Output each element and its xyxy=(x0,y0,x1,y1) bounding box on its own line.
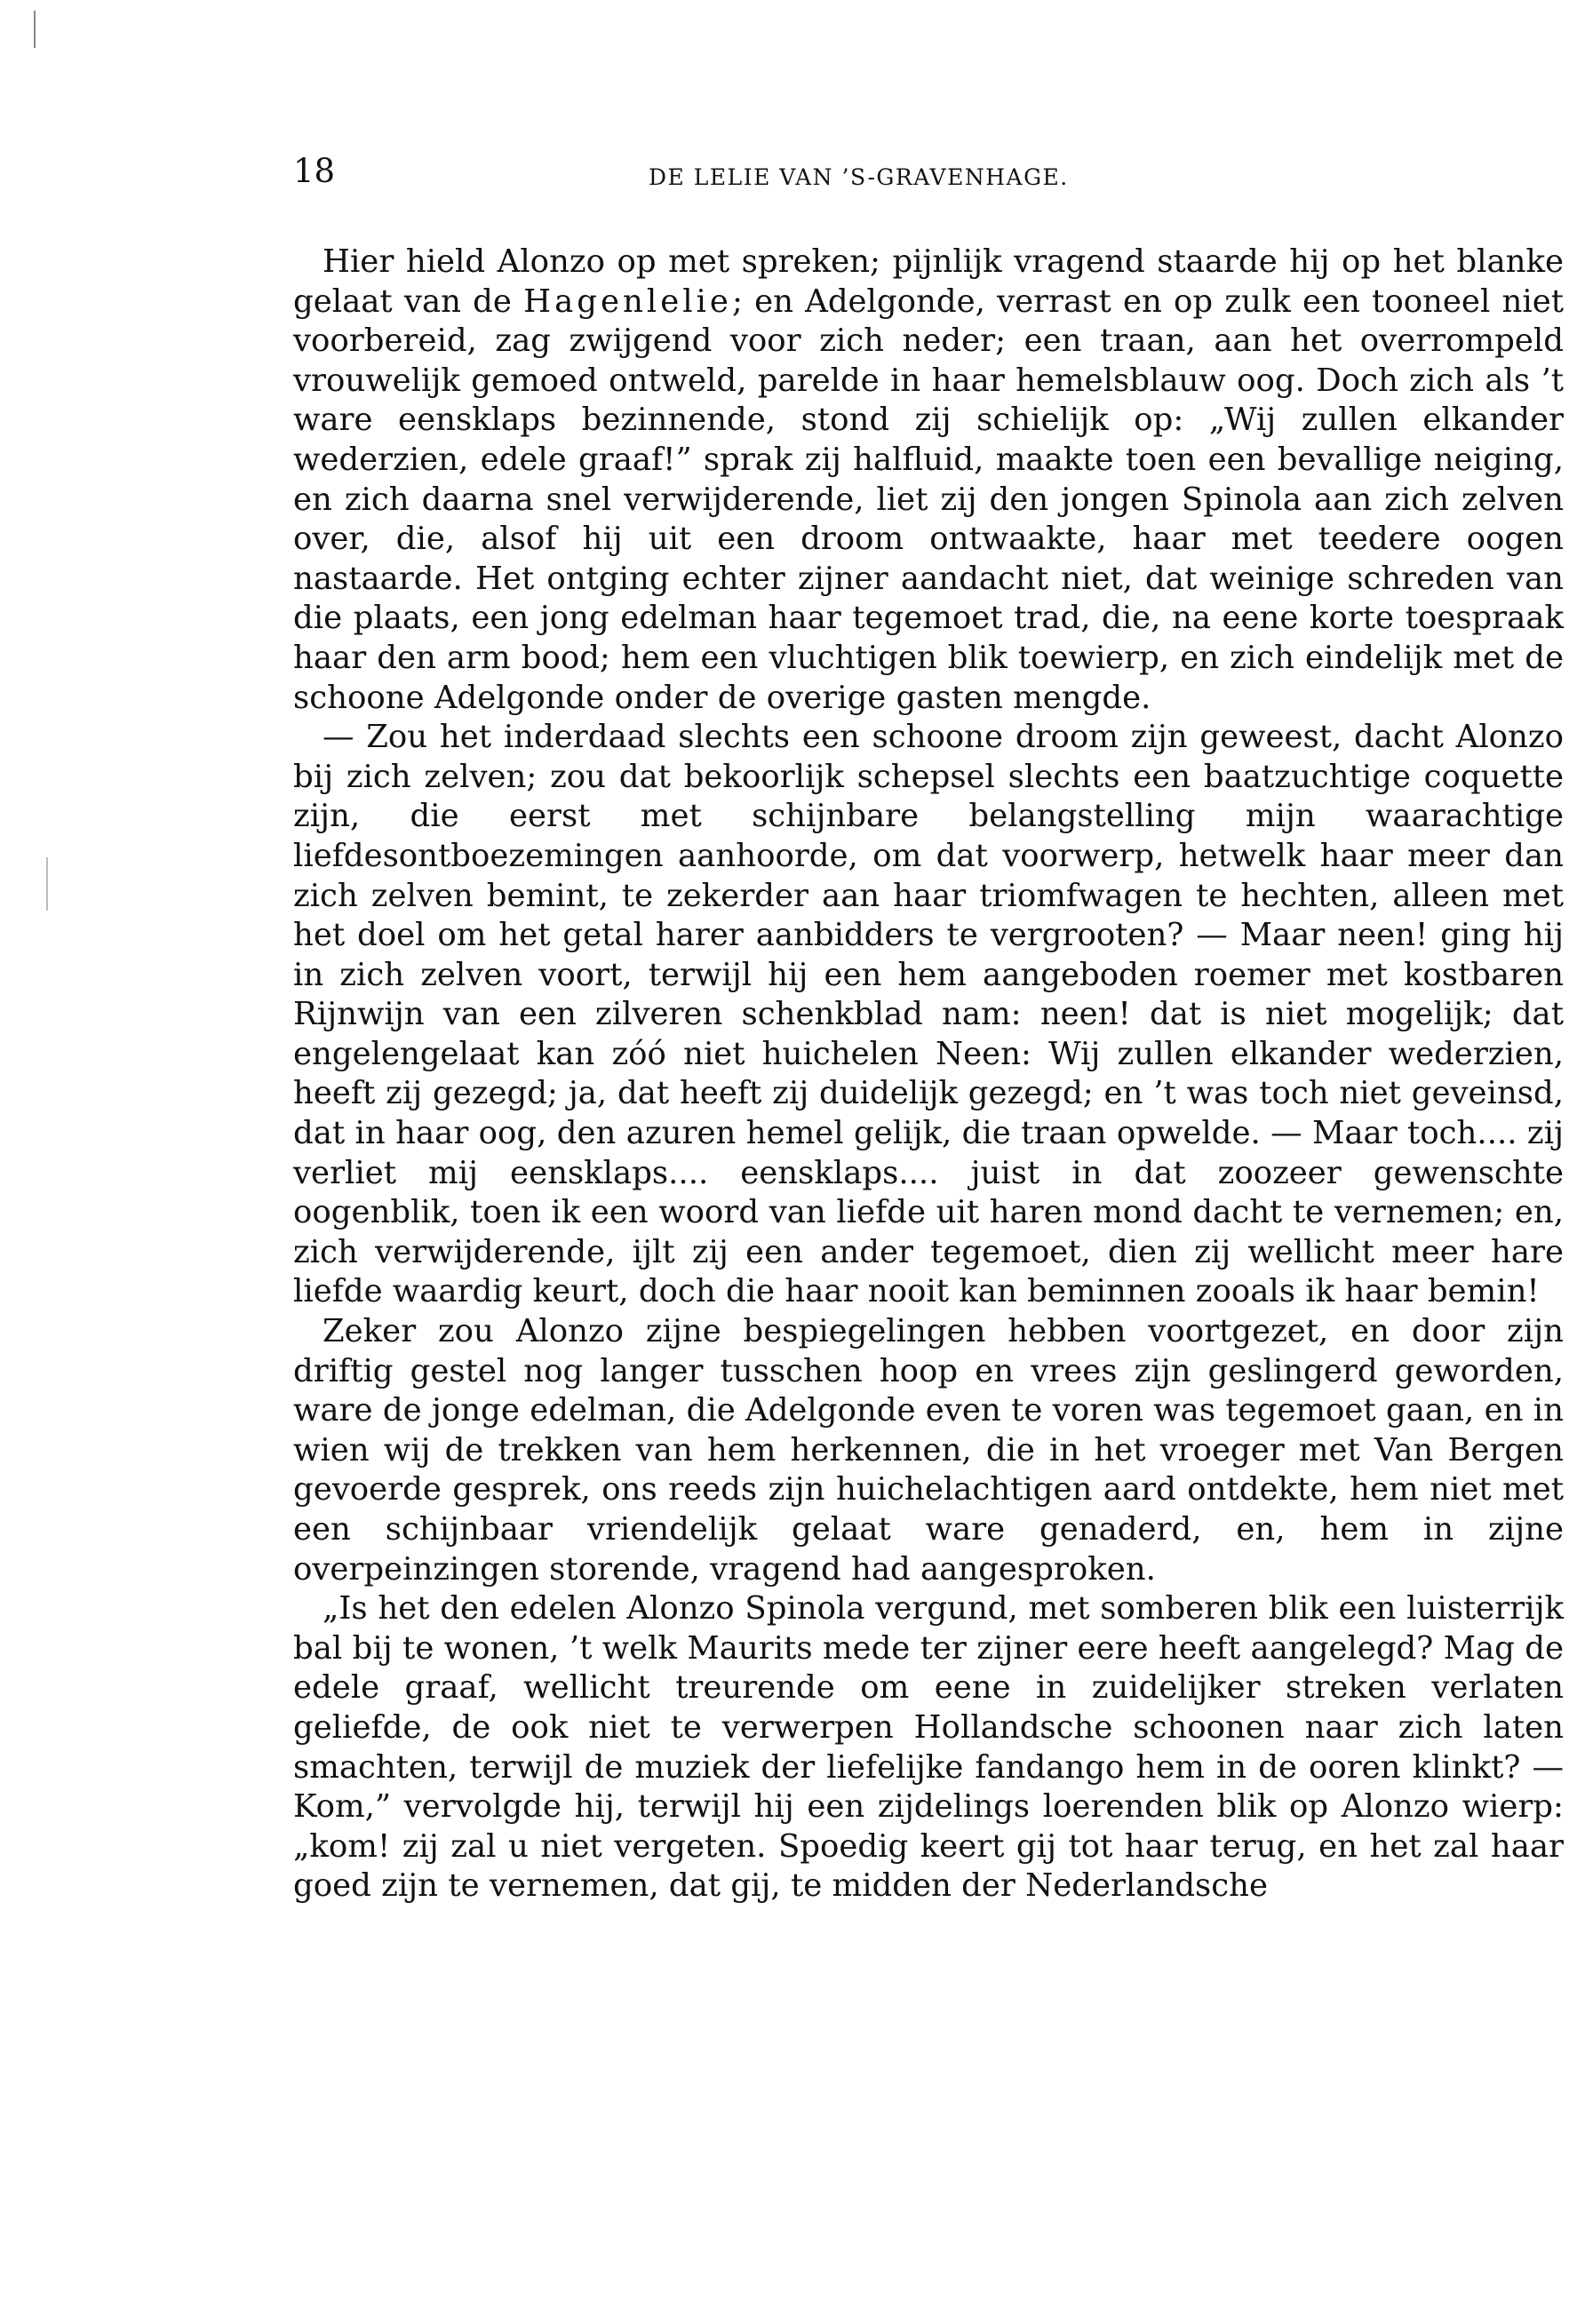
paragraph-text: ; en Adelgonde, verrast en op zulk een tooneel niet voorbereid, zag zwijgend voor zich neder; een traan, aan het overrompeld vrouwelijk gemoed ontweld, parelde in haar hemelsblauw oog. Doch zich als ’t ware eensklaps bezinnende, stond zij schielijk op: „Wij zullen elkander wederzien, edele graaf!” sprak zij halfluid, maakte toen een bevallige neiging, en zich daarna snel verwijderende, liet zij den jongen Spinola aan zich zelven over, die, alsof hij uit een droom ontwaakte, haar met teedere oogen nastaarde. Het ontging echter zijner aandacht niet, dat weinige schreden van die plaats, een jong edelman haar tegemoet trad, die, na eene korte toespraak haar den arm bood; hem een vluchtigen blik toewierp, en zich eindelijk met de schoone Adelgonde onder de overige gasten mengde. xyxy=(293,283,1564,716)
body-text xyxy=(293,243,1564,1906)
running-head xyxy=(293,149,1577,203)
scan-artifact-mark xyxy=(46,857,48,911)
page-number: 18 xyxy=(293,152,336,190)
paragraph: — Zou het inderdaad slechts een schoone droom zijn geweest, dacht Alonzo bij zich zelven; zou dat bekoorlijk schepsel slechts een baatzuchtige coquette zijn, die eerst met schijnbare belangstelling mijn waarachtige liefdesontboezemingen aanhoorde, om dat voorwerp, hetwelk haar meer dan zich zelven bemint, te zekerder aan haar triomfwagen te hechten, alleen met het doel om het getal harer aanbidders te vergrooten? — Maar neen! ging hij in zich zelven voort, terwijl hij een hem aangeboden roemer met kostbaren Rijnwijn van een zilveren schenkblad nam: neen! dat is niet mogelijk; dat engelengelaat kan zóó niet huichelen Neen: Wij zullen elkander wederzien, heeft zij gezegd; ja, dat heeft zij duidelijk gezegd; en ’t was toch niet geveinsd, dat in haar oog, den azuren hemel gelijk, die traan opwelde. — Maar toch.... zij verliet mij eensklaps.... eensklaps.... juist in dat zoozeer gewenschte oogenblik, toen ik een woord van liefde uit haren mond dacht te vernemen; en, zich verwijderende, ijlt zij een ander tegemoet, dien zij wellicht meer hare liefde waardig keurt, doch die haar nooit kan beminnen zooals ik haar bemin! xyxy=(293,719,1564,1310)
paragraph xyxy=(293,243,1564,718)
running-title: DE LELIE VAN ’S-GRAVENHAGE. xyxy=(649,164,1069,190)
paragraph: Zeker zou Alonzo zijne bespiegelingen hebben voortgezet, en door zijn driftig gestel nog langer tusschen hoop en vrees zijn geslingerd geworden, ware de jonge edelman, die Adelgonde even te voren was tegemoet gaan, en in wien wij de trekken van hem herkennen, die in het vroeger met Van Bergen gevoerde gesprek, ons reeds zijn huichelachtigen aard ontdekte, hem niet met een schijnbaar vriendelijk gelaat ware genaderd, en, hem in zijne overpeinzingen storende, vragend had aangesproken. xyxy=(293,1313,1564,1588)
emphasized-name: Hagenlelie xyxy=(523,283,732,320)
paragraph-text: Hier hield Alonzo op met spreken; pijnlijk vragend staarde hij op het blanke gelaat van de xyxy=(293,243,1564,320)
scan-artifact-mark xyxy=(34,11,36,48)
paragraph: „Is het den edelen Alonzo Spinola vergund, met somberen blik een luisterrijk bal bij te wonen, ’t welk Maurits mede ter zijner eere heeft aangelegd? Mag de edele graaf, wellicht treurende om eene in zuidelijker streken verlaten geliefde, de ook niet te verwerpen Hollandsche schoonen naar zich laten smachten, terwijl de muziek der liefelijke fandango hem in de ooren klinkt? — Kom,” vervolgde hij, terwijl hij een zijdelings loerenden blik op Alonzo wierp: „kom! zij zal u niet vergeten. Spoedig keert gij tot haar terug, en het zal haar goed zijn te vernemen, dat gij, te midden der Nederlandsche xyxy=(293,1590,1564,1905)
